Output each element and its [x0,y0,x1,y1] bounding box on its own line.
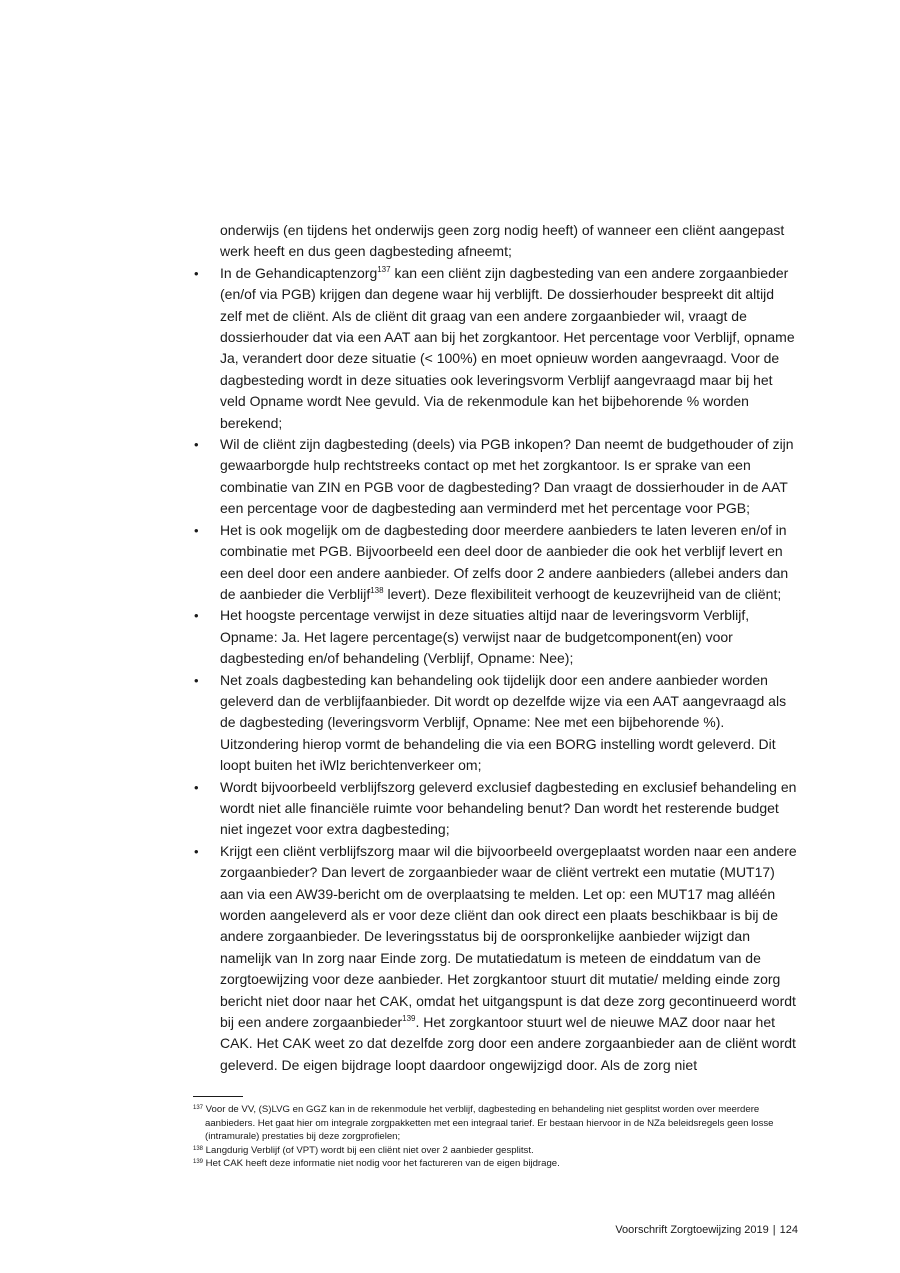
main-text [193,220,798,1076]
list-item [193,841,798,1076]
footnote [193,1103,798,1144]
item-text: Het is ook mogelijk om de dagbesteding door meerdere aanbieders te laten leveren en/of in combinatie met PGB. Bijvoorbeeld een deel door de aanbieder die ook het verblijf levert en een deel door een andere aanbieder. Of zelfs door 2 andere aanbieders (allebei anders dan de aanbieder die Verblijf [220,521,789,602]
footnote-text: Het CAK heeft deze informatie niet nodig voor het factureren van de eigen bijdrage. [203,1158,560,1170]
footnote-divider [193,1096,243,1097]
list-item [193,605,798,669]
item-text: In de Gehandicaptenzorg [220,264,378,281]
list-item [193,520,798,606]
bullet-icon: • [194,779,199,795]
footnote-number: 139 [193,1159,204,1166]
bullet-icon: • [194,522,199,538]
footnote-number: 138 [193,1145,204,1152]
item-text-cont: levert). Deze flexibiliteit verhoogt de keuzevrijheid van de cliënt; [383,585,782,602]
bullet-icon: • [194,672,199,688]
continued-paragraph: onderwijs (en tijdens het onderwijs geen zorg nodig heeft) of wanneer een cliënt aangepast werk heeft en dus geen dagbesteding afneemt; [220,222,785,260]
item-text-cont: . Het zorgkantoor stuurt wel de nieuwe MAZ door naar het CAK. Het CAK weet zo dat dezelfde zorg door een andere zorgaanbieder aan de cliënt wordt geleverd. De eigen bijdrage loopt daardoor ongewijzigd door. Als de zorg niet [220,1014,796,1073]
footnote-ref: 137 [377,264,391,274]
item-text: Het hoogste percentage verwijst in deze situaties altijd naar de leveringsvorm Verblijf, Opname: Ja. Het lagere percentage(s) verwijst naar de budgetcomponent(en) voor dagbesteding en/of behandeling (Verblijf, Opname: Nee); [220,607,750,667]
footnote [193,1144,798,1158]
list-item [193,263,798,434]
list-item [193,670,798,777]
document-title: Voorschrift Zorgtoewijzing 2019 [615,1224,769,1236]
bullet-icon: • [194,265,199,281]
item-text: Wordt bijvoorbeeld verblijfszorg geleverd exclusief dagbesteding en exclusief behandeling en wordt niet alle financiële ruimte voor behandeling benut? Dan wordt het resterende budget niet ingezet voor extra dagbesteding; [220,778,797,838]
footnote [193,1157,798,1171]
list-item [193,434,798,520]
footnote-ref: 139 [402,1014,416,1024]
item-text: Net zoals dagbesteding kan behandeling ook tijdelijk door een andere aanbieder worden geleverd dan de verblijfaanbieder. Dit wordt op dezelfde wijze via een AAT aangevraagd als de dagbesteding (leveringsvorm Verblijf, Opname: Nee met een bijbehorende %). Uitzondering hierop vormt de behandeling die via een BORG instelling wordt geleverd. Dit loopt buiten het iWlz berichtenverkeer om; [220,671,787,774]
item-text: Wil de cliënt zijn dagbesteding (deels) via PGB inkopen? Dan neemt de budgethouder of zijn gewaarborgde hulp rechtstreeks contact op met het zorgkantoor. Is er sprake van een combinatie van ZIN en PGB voor de dagbesteding? Dan vraagt de dossierhouder in de AAT een percentage voor de dagbesteding aan verminderd met het percentage voor PGB; [220,436,794,517]
footnote-text: Langdurig Verblijf (of VPT) wordt bij een cliënt niet over 2 aanbieder gesplitst. [203,1144,534,1156]
page-footer [615,1223,798,1237]
bullet-list [193,263,798,1076]
list-item [193,777,798,841]
footnote-ref: 138 [370,585,384,595]
item-text-cont: kan een cliënt zijn dagbesteding van een andere zorgaanbieder (en/of via PGB) krijgen dan degene waar hij verblijft. De dossierhouder bespreekt dit altijd zelf met de cliënt. Als de cliënt dit graag van een andere zorgaanbieder wil, vraagt de dossierhouder dat via een AAT aan bij het zorgkantoor. Het percentage voor Verblijf, opname Ja, verandert door deze situatie (< 100%) en moet opnieuw worden aangevraagd. Voor de dagbesteding wordt in deze situaties ook leveringsvorm Verblijf aangevraagd maar bij het veld Opname wordt Nee gevuld. Via de rekenmodule kan het bijbehorende % worden berekend; [220,264,795,431]
footnote-text: Voor de VV, (S)LVG en GGZ kan in de rekenmodule het verblijf, dagbesteding en behandeling niet gesplitst worden over meerdere aanbieders. Het gaat hier om integrale zorgpakketten met een integraal tarief. Er bestaan hiervoor in de NZa beleidsregels geen losse (intramurale) prestaties bij deze zorgprofielen; [203,1104,774,1143]
page-number: 124 [779,1224,798,1236]
footer-separator: | [772,1224,776,1236]
bullet-icon: • [194,437,199,453]
footnote-number: 137 [193,1105,204,1111]
bullet-icon: • [194,843,199,859]
item-text: Krijgt een cliënt verblijfszorg maar wil die bijvoorbeeld overgeplaatst worden naar een andere zorgaanbieder? Dan levert de zorgaanbieder waar de cliënt vertrekt een mutatie (MUT17) aan via een AW39-bericht om de overplaatsing te melden. Let op: een MUT17 mag alléén worden aangeleverd als er voor deze cliënt dan ook direct een plaats beschikbaar is bij de andere zorgaanbieder. De leveringsstatus bij de oorspronkelijke aanbieder wijzigt dan namelijk van In zorg naar Einde zorg. De mutatiedatum is meteen de einddatum van de zorgtoewijzing voor deze aanbieder. Het zorgkantoor stuurt dit mutatie/ melding einde zorg bericht niet door naar het CAK, omdat het uitgangspunt is dat deze zorg gecontinueerd wordt bij een andere zorgaanbieder [220,842,797,1031]
bullet-icon: • [194,608,199,624]
footnotes [193,1103,798,1171]
